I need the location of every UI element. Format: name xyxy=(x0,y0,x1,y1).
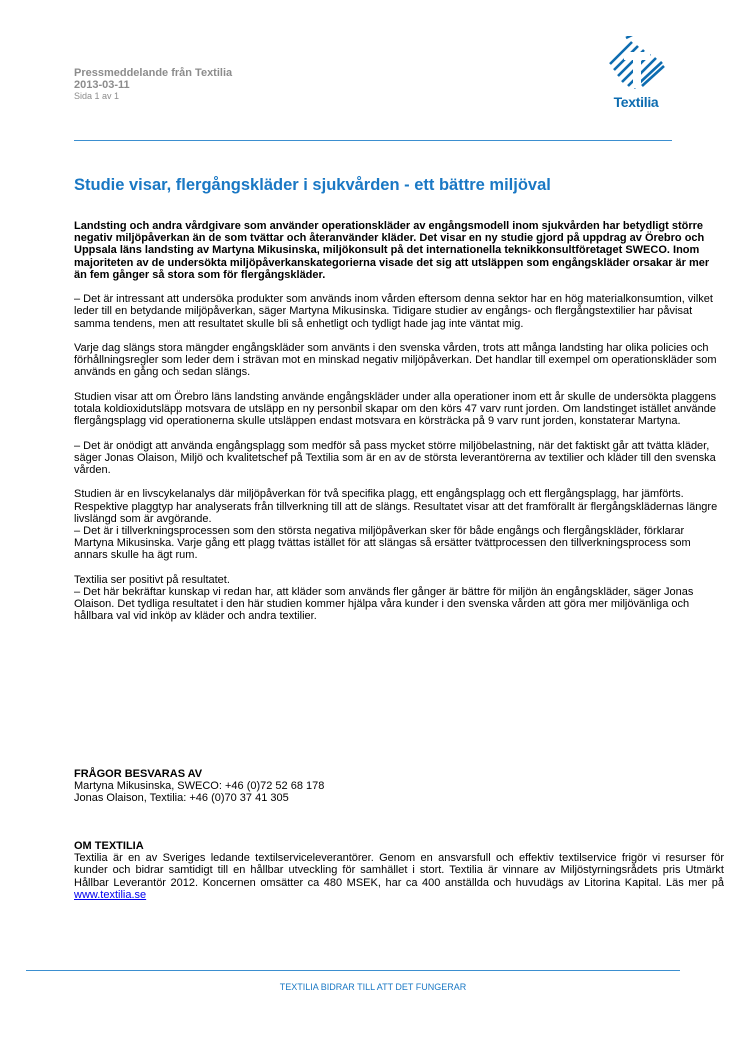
paragraph-1: – Det är intressant att undersöka produkter som används inom vården eftersom denna sektor har en hög materialkonsumtion, vilket leder till en betydande miljöpåverkan, säger Martyna Mikusinska. Tidigare studier av engångs- och flergångstextilier har påvisat samma tendens, men att resultatet skulle bli så enhetligt och tydligt hade jag inte väntat mig. xyxy=(74,293,713,330)
about-body: Textilia är en av Sveriges ledande textilserviceleverantörer. Genom en ansvarsfull och effektiv textilservice frigör vi resurser för kunder och bidrar samtidigt till en hållbar utveckling för samhället i stort. Textilia är vinnare av Miljöstyrningsrådets pris Utmärkt Hållbar Leverantör 2012. Koncernen omsätter ca 480 MSEK, har ca 400 anställda och huvudägs av Litorina Kapital. Läs mer på xyxy=(74,852,724,889)
questions-section xyxy=(74,768,724,805)
result-text: Textilia ser positivt på resultatet. xyxy=(74,573,230,586)
study-quote: – Det är i tillverkningsprocessen som den största negativa miljöpåverkan sker för både engångs och flergångskläder, förklarar Martyna Mikusinska. Varje gång ett plagg tvättas istället för att slängas så ersätter tvättprocessen den tillverkningsprocess som annars skulle ha ägt rum. xyxy=(74,525,691,562)
footer-tagline: TEXTILIA BIDRAR TILL ATT DET FUNGERAR xyxy=(279,982,467,992)
article-body xyxy=(74,220,724,635)
logo-wordmark: Textilia xyxy=(613,94,659,110)
textilia-logo xyxy=(604,36,668,112)
header-divider xyxy=(74,140,672,141)
about-section xyxy=(74,840,724,901)
paragraph-3: Studien visar att om Örebro läns landsting använde engångskläder under alla operationer inom ett år skulle de undersökta plaggens totala koldioxidutsläpp motsvara de utsläpp en ny personbil skapar om den körs 47 varv runt jorden. Om landstinget istället använde flergångsplagg vid operationerna skulle utsläppen endast motsvara en körsträcka på 9 varv runt jorden, konstaterar Martyna. xyxy=(74,390,717,428)
about-heading: OM TEXTILIA xyxy=(74,840,144,852)
press-header xyxy=(74,67,232,102)
footer-divider xyxy=(26,970,680,971)
page-title: Studie visar, flergångskläder i sjukvården - ett bättre miljöval xyxy=(74,176,551,194)
paragraph-study xyxy=(74,488,724,561)
contact-textilia: Jonas Olaison, Textilia: +46 (0)70 37 41 305 xyxy=(74,792,289,805)
press-label: Pressmeddelande från Textilia xyxy=(74,67,233,79)
contact-sweco: Martyna Mikusinska, SWECO: +46 (0)72 52 68 178 xyxy=(74,780,325,793)
lead-paragraph: Landsting och andra vårdgivare som använder operationskläder av engångsmodell inom sjukvården har betydligt större negativ miljöpåverkan än de som tvättar och återanvänder kläder. Det visar en ny studie gjord på uppdrag av Örebro och Uppsala läns landsting av Martyna Mikusinska, miljökonsult på det internationella teknikkonsultföretaget SWECO. Inom majoriteten av de undersökta miljöpåverkanskategorierna visade det sig att utsläppen som engångskläder orsakar är mer än fem gånger så stora som för flergångskläder. xyxy=(74,220,710,281)
result-quote: – Det här bekräftar kunskap vi redan har, att kläder som används fler gånger är bättre för miljön än engångskläder, säger Jonas Olaison. Det tydliga resultatet i den här studien kommer hjälpa våra kunder i den svenska vården att göra mer miljövänliga och hållbara val vid inköp av kläder och andra textilier. xyxy=(74,586,694,623)
about-text xyxy=(74,852,724,901)
page-number: Sida 1 av 1 xyxy=(74,91,120,101)
paragraph-2: Varje dag slängs stora mängder engångskläder som använts i den svenska vården, trots att många landsting har olika policies och förhållningsregler som leder dem i strävan mot en minskad negativ miljöpåverkan. Det handlar till exempel om operationskläder som används en gång och sedan slängs. xyxy=(74,342,717,379)
study-text: Studien är en livscykelanalys där miljöpåverkan för två specifika plagg, ett engångsplagg och ett flergångsplagg, har jämförts. Respektive plaggtyp har analyserats från tillverkning till att de slängs. Resultatet visar att det framförallt är flergångsklädernas längre livslängd som är avgörande. xyxy=(74,488,718,525)
paragraph-4: – Det är onödigt att använda engångsplagg som medför så pass mycket större miljöbelastning, när det faktiskt går att tvätta kläder, säger Jonas Olaison, Miljö och kvalitetschef på Textilia som är en av de största leverantörerna av textilier och kläder till den svenska vården. xyxy=(74,439,716,476)
textilia-logo-icon xyxy=(604,36,668,94)
questions-heading: FRÅGOR BESVARAS AV xyxy=(74,768,203,780)
press-date: 2013-03-11 xyxy=(74,79,130,91)
textilia-website-link[interactable]: www.textilia.se xyxy=(74,888,147,901)
paragraph-result xyxy=(74,574,724,623)
